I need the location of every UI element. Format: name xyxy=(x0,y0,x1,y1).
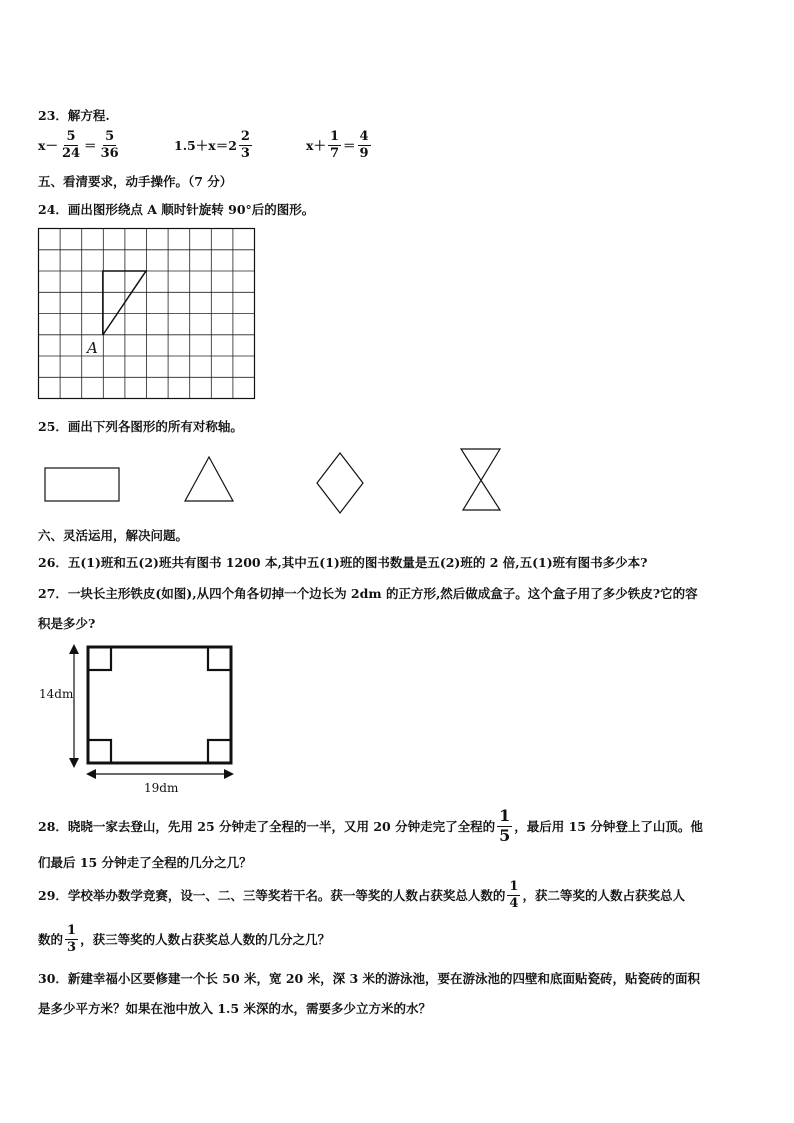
q28-line-1: 28．晓晓一家去登山，先用 25 分钟走了全程的一半，又用 20 分钟走完了全程的 $\frac{1}{5}$ ，最后用 15 分钟登上了山顶。他 xyxy=(38,806,703,845)
q27-line-1: 27．一块长主形铁皮(如图),从四个角各切掉一个边长为 2dm 的正方形,然后做成盒子。这个盒子用了多少铁皮?它的容 xyxy=(38,586,698,601)
eq3-fraction-2: $\frac{4}{9}$ xyxy=(359,129,369,161)
eq1-lhs: x－ xyxy=(38,138,58,154)
eq2-lhs: 1.5＋x＝2 xyxy=(174,138,237,154)
q30-line-2: 是多少平方米？如果在池中放入 1.5 米深的水，需要多少立方米的水？ xyxy=(38,1001,431,1016)
section-6-heading: 六、灵活运用，解决问题。 xyxy=(38,528,189,543)
eq3-equals: ＝ xyxy=(343,138,356,154)
q30-line-1: 30．新建幸福小区要修建一个长 50 米，宽 20 米，深 3 米的游泳池，要在游泳池的四壁和底面贴瓷砖，贴瓷砖的面积 xyxy=(38,971,700,986)
corner-square-bottom-right xyxy=(208,740,231,763)
arrow-down-icon xyxy=(69,758,79,768)
eq1-equals: ＝ xyxy=(84,138,97,154)
corner-square-top-left xyxy=(88,647,111,670)
q27-line-2: 积是多少? xyxy=(38,616,96,631)
rhombus-shape xyxy=(317,453,363,513)
section-5-heading: 五、看清要求，动手操作。（7 分） xyxy=(38,174,233,189)
width-label: 19dm xyxy=(144,781,179,795)
q27-sheet-figure xyxy=(36,640,246,800)
corner-square-bottom-left xyxy=(88,740,111,763)
q24-title: 24．画出图形绕点 A 顺时针旋转 90°后的图形。 xyxy=(38,202,315,217)
q29-line-2: 数的 $\frac{1}{3}$ ，获三等奖的人数占获奖总人数的几分之几？ xyxy=(38,923,331,955)
triangle-shape xyxy=(185,457,233,501)
q23-equation-3 xyxy=(306,130,373,160)
arrow-left-icon xyxy=(86,769,96,779)
q23-equation-1 xyxy=(38,130,123,160)
height-label: 14dm xyxy=(39,687,74,701)
arrow-up-icon xyxy=(69,644,79,654)
point-a-label: A xyxy=(87,339,98,357)
eq3-fraction-1: $\frac{1}{7}$ xyxy=(329,129,339,161)
corner-square-top-right xyxy=(208,647,231,670)
eq1-fraction-2: $\frac{5}{36}$ xyxy=(100,129,119,161)
q26-text: 26．五(1)班和五(2)班共有图书 1200 本,其中五(1)班的图书数量是五(2)班的 2 倍,五(1)班有图书多少本? xyxy=(38,555,648,570)
q23-equation-2 xyxy=(174,130,254,160)
q24-grid-figure xyxy=(38,228,256,400)
metal-sheet-rect xyxy=(88,647,231,763)
q25-title: 25．画出下列各图形的所有对称轴。 xyxy=(38,419,243,434)
triangle-shape xyxy=(103,271,146,335)
q28-fraction: $\frac{1}{5}$ xyxy=(499,806,511,845)
eq1-fraction-1: $\frac{5}{24}$ xyxy=(61,129,81,161)
rectangle-shape xyxy=(45,468,119,501)
hourglass-shape xyxy=(461,449,500,510)
eq2-fraction: $\frac{2}{3}$ xyxy=(240,129,250,161)
q28-line-2: 们最后 15 分钟走了全程的几分之几？ xyxy=(38,855,252,870)
q25-shapes xyxy=(0,440,794,520)
eq3-lhs: x＋ xyxy=(306,138,326,154)
q29-line-1: 29．学校举办数学竞赛，设一、二、三等奖若干名。获一等奖的人数占获奖总人数的 $\frac{1}{4}$ ，获二等奖的人数占获奖总人 xyxy=(38,879,685,911)
q29-fraction-1: $\frac{1}{4}$ xyxy=(509,879,519,911)
arrow-right-icon xyxy=(224,769,234,779)
q29-fraction-2: $\frac{1}{3}$ xyxy=(67,923,77,955)
q23-title: 23．解方程. xyxy=(38,108,110,123)
